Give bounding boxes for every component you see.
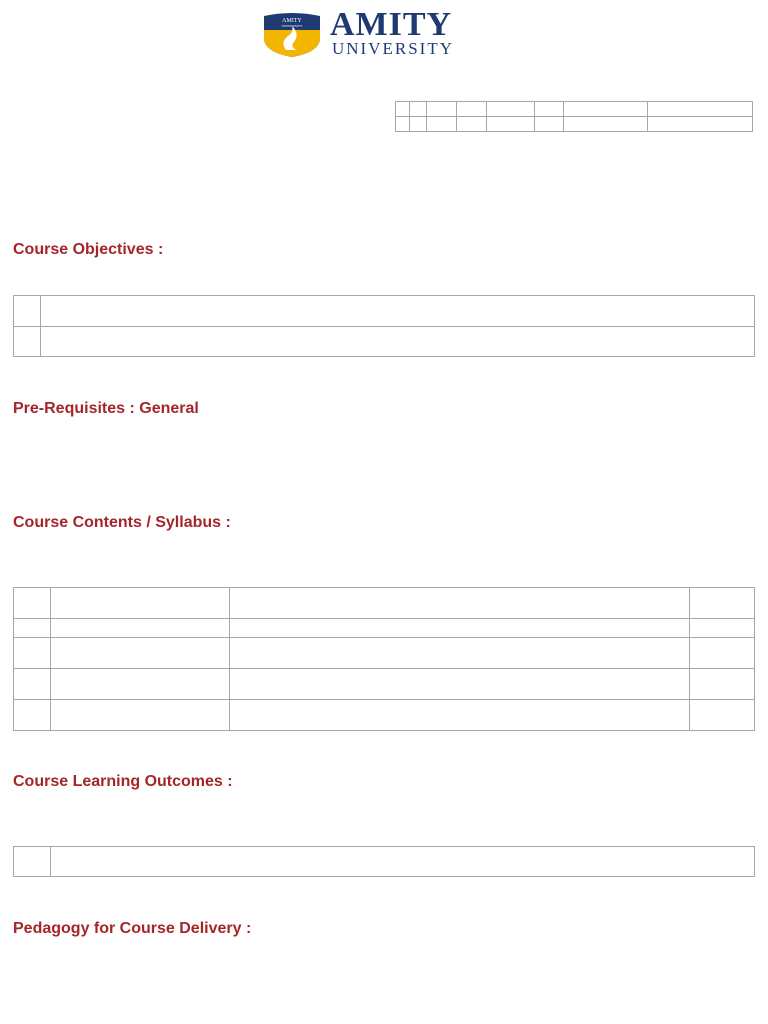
header-cell — [427, 117, 457, 132]
syllabus-cell — [690, 638, 755, 669]
syllabus-cell — [690, 588, 755, 619]
syllabus-cell — [230, 669, 690, 700]
syllabus-row — [14, 700, 755, 731]
header-cell — [487, 117, 535, 132]
svg-text:AMITY: AMITY — [282, 18, 302, 24]
syllabus-cell — [14, 619, 51, 638]
outcomes-table — [13, 846, 755, 877]
header-cell — [648, 117, 753, 132]
syllabus-cell — [690, 619, 755, 638]
course-header-table — [395, 101, 753, 132]
brand-name — [330, 6, 454, 58]
syllabus-row — [14, 638, 755, 669]
outcome-row — [14, 847, 755, 877]
header-cell — [396, 102, 410, 117]
syllabus-cell — [690, 669, 755, 700]
syllabus-cell — [230, 619, 690, 638]
header-cell — [487, 102, 535, 117]
syllabus-cell — [51, 638, 230, 669]
syllabus-row — [14, 619, 755, 638]
syllabus-row — [14, 669, 755, 700]
header-cell — [648, 102, 753, 117]
heading-pedagogy: Pedagogy for Course Delivery : — [13, 920, 252, 937]
objective-text-cell — [41, 326, 755, 357]
objective-number-cell — [14, 296, 41, 327]
brand-line-1: AMITY — [330, 6, 453, 43]
header-cell — [457, 102, 487, 117]
header-cell — [396, 117, 410, 132]
svg-text:UNIVERSITY: UNIVERSITY — [281, 24, 303, 28]
header-cell — [410, 117, 427, 132]
syllabus-cell — [51, 619, 230, 638]
header-cell — [535, 117, 564, 132]
syllabus-cell — [51, 669, 230, 700]
objectives-table — [13, 295, 755, 357]
heading-course-learning-outcomes: Course Learning Outcomes : — [13, 773, 233, 790]
outcome-number-cell — [14, 847, 51, 877]
header-cell — [564, 117, 648, 132]
syllabus-cell — [230, 638, 690, 669]
objective-row — [14, 326, 755, 357]
brand-line-2: UNIVERSITY — [332, 39, 454, 58]
header-cell — [564, 102, 648, 117]
syllabus-cell — [14, 588, 51, 619]
amity-emblem-icon — [262, 12, 322, 58]
heading-pre-requisites: Pre-Requisites : General — [13, 400, 199, 417]
heading-course-contents: Course Contents / Syllabus : — [13, 514, 231, 531]
heading-course-objectives: Course Objectives : — [13, 241, 164, 258]
header-cell — [427, 102, 457, 117]
syllabus-cell — [51, 700, 230, 731]
syllabus-cell — [51, 588, 230, 619]
amity-university-logo — [262, 6, 508, 60]
header-table-row — [396, 102, 753, 117]
syllabus-table — [13, 587, 755, 731]
objective-text-cell — [41, 296, 755, 327]
syllabus-cell — [14, 700, 51, 731]
objective-number-cell — [14, 326, 41, 357]
syllabus-cell — [690, 700, 755, 731]
header-cell — [535, 102, 564, 117]
syllabus-cell — [230, 588, 690, 619]
syllabus-cell — [14, 638, 51, 669]
header-cell — [410, 102, 427, 117]
header-cell — [457, 117, 487, 132]
syllabus-header-row — [14, 588, 755, 619]
syllabus-cell — [14, 669, 51, 700]
header-table-row — [396, 117, 753, 132]
outcome-text-cell — [51, 847, 755, 877]
syllabus-cell — [230, 700, 690, 731]
objective-row — [14, 296, 755, 327]
